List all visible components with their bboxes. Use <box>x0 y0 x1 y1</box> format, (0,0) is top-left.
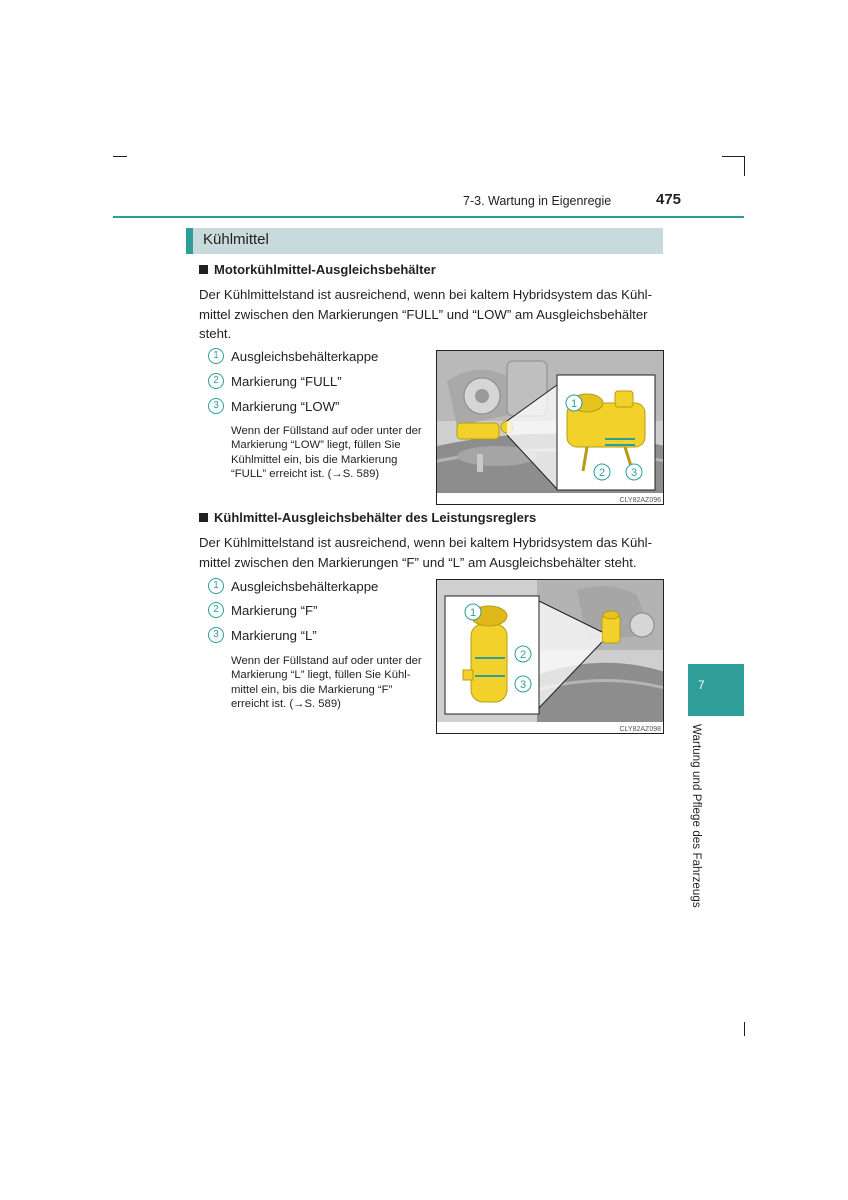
block2-note <box>231 654 425 712</box>
note-line: Wenn der Füllstand auf oder unter der <box>231 425 422 437</box>
note-line: “FULL” erreicht ist. (→S. 589) <box>231 468 380 481</box>
square-bullet-icon <box>199 265 208 274</box>
page-number: 475 <box>656 191 682 208</box>
paragraph-line: Der Kühlmittelstand ist ausreichend, wenn bei kaltem Hybridsystem das Kühl- <box>199 535 652 550</box>
item-label: Markierung “L” <box>231 627 317 643</box>
number-circle: 3 <box>208 627 224 643</box>
chapter-tab <box>688 664 744 716</box>
engine-coolant-reservoir-figure <box>436 350 664 505</box>
item-label: Markierung “LOW” <box>231 398 340 414</box>
callout-3: 3 <box>519 679 527 691</box>
note-line: Wenn der Füllstand auf oder unter der <box>231 655 422 667</box>
item-label: Markierung “F” <box>231 602 318 618</box>
block2-item-3 <box>208 627 317 643</box>
callout-2: 2 <box>598 467 606 479</box>
block1-item-3 <box>208 398 339 414</box>
block2-heading <box>199 510 536 525</box>
engine-bay-illustration <box>437 580 664 734</box>
item-label: Ausgleichsbehälterkappe <box>231 348 379 364</box>
section-title-bar <box>186 228 663 254</box>
callout-1: 1 <box>469 607 477 619</box>
note-line: mittel ein, bis die Markierung “F” <box>231 683 393 696</box>
square-bullet-icon <box>199 513 208 522</box>
crop-mark-top-left <box>113 156 127 157</box>
crop-mark-bottom-right-v <box>744 1022 745 1036</box>
header-rule <box>113 216 744 218</box>
note-line: Markierung “L” liegt, füllen Sie Kühl- <box>231 669 411 682</box>
callout-1: 1 <box>570 398 578 410</box>
number-circle: 1 <box>208 348 224 364</box>
number-circle: 2 <box>208 602 224 618</box>
block2-item-2 <box>208 602 317 618</box>
paragraph-line: mittel zwischen den Markierungen “FULL” und “LOW” am Ausgleichsbehälter <box>199 306 648 322</box>
item-label: Ausgleichsbehälterkappe <box>231 578 379 594</box>
chapter-tab-label: Wartung und Pflege des Fahrzeugs <box>690 724 702 908</box>
block1-item-2 <box>208 373 342 389</box>
note-line: erreicht ist. (→S. 589) <box>231 698 341 711</box>
engine-bay-illustration <box>437 351 664 505</box>
number-circle: 3 <box>208 398 224 414</box>
crop-mark-top-right-h <box>722 156 744 157</box>
callout-3: 3 <box>630 467 638 479</box>
inverter-coolant-reservoir-figure <box>436 579 664 734</box>
note-line: Kühlmittel ein, bis die Markierung <box>231 453 398 466</box>
section-title: Kühlmittel <box>203 231 269 248</box>
block1-heading-text: Motorkühlmittel-Ausgleichsbehälter <box>214 262 436 277</box>
chapter-tab-number: 7 <box>698 678 705 692</box>
figure-code: CLY82AZ096 <box>619 497 661 504</box>
item-label: Markierung “FULL” <box>231 373 342 389</box>
number-circle: 2 <box>208 373 224 389</box>
paragraph-line: mittel zwischen den Markierungen “F” und “L” am Ausgleichsbehälter steht. <box>199 554 637 570</box>
block1-paragraph <box>199 285 661 344</box>
block1-heading <box>199 262 436 277</box>
paragraph-line: Der Kühlmittelstand ist ausreichend, wenn bei kaltem Hybridsystem das Kühl- <box>199 287 652 302</box>
paragraph-line: steht. <box>199 326 232 341</box>
block2-heading-text: Kühlmittel-Ausgleichsbehälter des Leistungsreglers <box>214 510 537 525</box>
number-circle: 1 <box>208 578 224 594</box>
block2-item-1 <box>208 578 378 594</box>
callout-2: 2 <box>519 649 527 661</box>
crop-mark-top-right-v <box>744 156 745 176</box>
figure-code: CLY82AZ098 <box>619 726 661 733</box>
block2-paragraph <box>199 533 661 572</box>
note-line: Markierung “LOW” liegt, füllen Sie <box>231 439 401 452</box>
block1-note <box>231 424 425 482</box>
block1-item-1 <box>208 348 378 364</box>
chapter-header: 7-3. Wartung in Eigenregie <box>463 194 612 208</box>
